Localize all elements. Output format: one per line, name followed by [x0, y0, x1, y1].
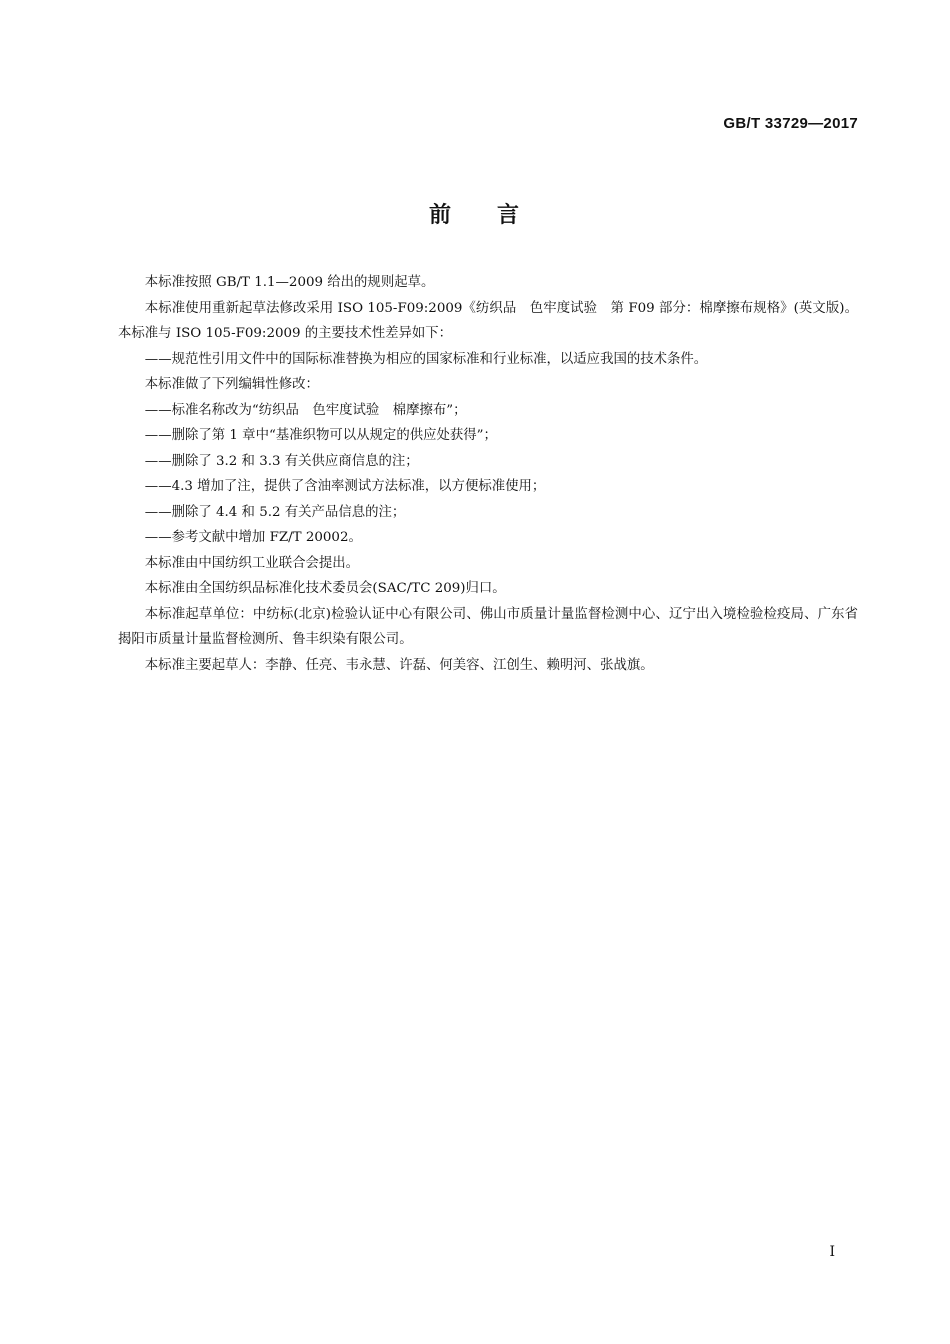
- paragraph: 本标准由中国纺织工业联合会提出。: [144, 555, 360, 571]
- paragraph: 本标准按照 GB/T 1.1—2009 给出的规则起草。: [144, 275, 435, 290]
- paragraph: 本标准主要起草人：李静、任亮、韦永慧、许磊、何美容、江创生、赖明河、张战旗。: [144, 657, 654, 673]
- list-item: ——参考文献中增加 FZ/T 20002。: [144, 530, 362, 545]
- list-item: ——删除了 3.2 和 3.3 有关供应商信息的注；: [144, 453, 419, 469]
- paragraph: 本标准使用重新起草法修改采用 ISO 105-F09:2009《纺织品 色牢度试验 第 F09 部分：棉摩擦布规格》(英文版)。本标准与 ISO 105-F09:2009 的主要技术性差异如下：: [118, 300, 858, 341]
- page-number: I: [829, 1244, 835, 1260]
- list-item: ——删除了 4.4 和 5.2 有关产品信息的注；: [144, 504, 406, 520]
- paragraph: 本标准做了下列编辑性修改：: [144, 377, 319, 392]
- title-char-1: 前: [428, 203, 453, 228]
- list-item: ——规范性引用文件中的国际标准替换为相应的国家标准和行业标准，以适应我国的技术条件。: [144, 351, 708, 367]
- standard-number: GB/T 33729—2017: [723, 115, 858, 132]
- foreword-body: [118, 270, 858, 678]
- title-char-2: 言: [497, 203, 522, 228]
- list-item: ——标准名称改为“纺织品 色牢度试验 棉摩擦布”；: [144, 402, 467, 418]
- paragraph: 本标准由全国纺织品标准化技术委员会(SAC/TC 209)归口。: [144, 581, 506, 596]
- list-item: ——删除了第 1 章中“基准织物可以从规定的供应处获得”；: [144, 428, 497, 443]
- list-item: ——4.3 增加了注，提供了含油率测试方法标准，以方便标准使用；: [144, 479, 546, 494]
- page-title: [0, 198, 950, 229]
- paragraph: 本标准起草单位：中纺标(北京)检验认证中心有限公司、佛山市质量计量监督检测中心、辽宁出入境检验检疫局、广东省揭阳市质量计量监督检测所、鲁丰织染有限公司。: [118, 606, 858, 647]
